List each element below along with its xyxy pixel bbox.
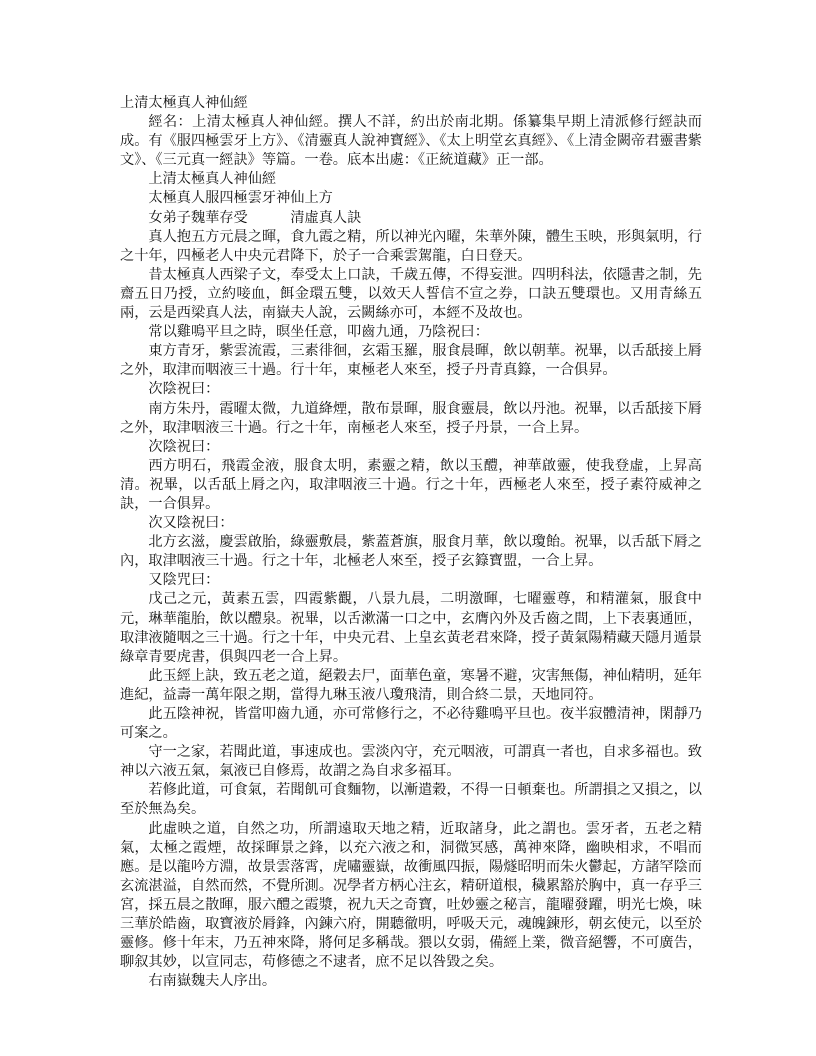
incantation-heading: 又陰咒曰： [148,572,220,589]
incantation-east: 東方青牙，紫雲流霞，三素徘徊，玄霜玉羅，服食晨暉，飲以朝華。祝畢，以舌舐接上脣之外，取津而咽液三十過。行十年，東極老人來至，授子丹青真籙，一合俱昇。 [120,343,702,379]
body-paragraph: 常以雞鳴平旦之時，暝坐任意，叩齒九通，乃陰祝曰： [148,324,489,341]
incantation-heading: 次又陰祝曰： [148,515,234,532]
incantation-heading: 次陰祝曰： [148,381,220,398]
attribution-recipient: 女弟子魏華存受 [148,209,248,226]
body-paragraph: 守一之家，若聞此道，事速成也。雲淡內守，充元咽液，可謂真一者也，自求多福也。致神以六液五氣，氣液已自修焉，故謂之為自求多福耳。 [120,744,702,780]
attribution-author: 清虛真人訣 [290,209,362,226]
scripture-heading: 上清太極真人神仙經 [148,171,277,188]
attribution-line [120,209,702,228]
incantation-west: 西方明石，飛霞金液，服食太明，素靈之精，飲以玉醴，神華啟靈，使我登虛，上昇高清。祝畢，以舌舐上脣之內，取津咽液三十過。行之十年，西極老人來至，授子素符威神之訣，一合俱昇。 [120,457,702,512]
document-title: 上清太極真人神仙經 [120,95,248,111]
incantation-center: 戊己之元，黃素五雲，四霞紫觀，八景九晨，二明激暉，七曜靈尊，和精灌氣，服食中元，琳華龍胎，飲以醴泉。祝畢，以舌漱滿一口之中，玄膺內外及舌齒之間，上下表裏通匝，取津液隨咽之三十過。行之十年，中央元君、上皇玄黃老君來降，授子黃氣陽精藏天隱月遁景綠章青要虎書，俱與四老一合上昇。 [120,591,702,665]
body-paragraph: 此虛映之道，自然之功，所謂遠取天地之精，近取諸身，此之謂也。雲牙者，五老之精氣，太極之霞煙，故採暉景之鋒，以充六液之和，洞微冥感，萬神來降，幽映相求，不唱而應。是以龍吟方淵，故景雲落霄，虎嘯靈嶽，故衝風四振，陽燧昭明而朱火鬱起，方諸罕陰而玄流湛溢，自然而然，不覺所測。况學者方柄心注玄，精研道根，穢累豁於胸中，真一存乎三宮，採五晨之散暉，服六醴之霞漿，祝九天之奇寶，吐妙靈之秘言，龍曜發躍，明光七煥，味三華於皓齒，取寶液於脣鋒，內鍊六府，開聽徹明，呼吸天元，魂魄鍊形，朝玄使元，以至於靈修。修十年末，乃五神來降，將何足多稱哉。猥以女弱，備經上業，微音絕響，不可廣告，聊叙其妙，以宣同志，苟修德之不逮者，庶不足以咎毀之矣。 [120,820,702,971]
body-paragraph: 若修此道，可食氣，若聞飢可食麵物，以漸遣穀，不得一日頓棄也。所謂損之又損之，以至於無為矣。 [120,782,702,818]
body-paragraph: 昔太極真人西梁子文，奉受太上口訣，千歲五傳，不得妄泄。四明科法，依隱書之制，先齋五日乃授，立約唼血，餌金環五雙，以效天人誓信不宣之券，口訣五雙環也。又用青絲五兩，云是西梁真人法，南嶽夫人說，云闕絲亦可，本經不及故也。 [120,266,702,322]
intro-paragraph: 經名：上清太極真人神仙經。撰人不詳，約出於南北期。係纂集早期上清派修行經訣而成。有《服四極雲牙上方》、《清靈真人說神寶經》、《太上明堂玄真經》、《上清金闕帝君靈書紫文》、《三元真一經訣》等篇。一卷。底本出處：《正統道藏》正一部。 [120,114,702,169]
closing-note: 右南嶽魏夫人序出。 [148,973,277,990]
body-paragraph: 此玉經上訣，致五老之道，絕穀去尸，面華色童，寒暑不避，灾害無傷，神仙精明，延年進紀，益壽一萬年限之期，當得九琳玉液八瓊飛清，則合終二景，天地同符。 [120,667,702,703]
body-paragraph: 真人抱五方元晨之暉，食九霞之精，所以神光內曜，朱華外陳，體生玉映，形與氣明，行之十年，四極老人中央元君降下，於子一合乘雲駕龍，白日登天。 [120,228,702,264]
incantation-heading: 次陰祝曰： [148,438,220,455]
incantation-south: 南方朱丹，霞曜太微，九道絳煙，散布景暉，服食靈晨，飲以丹池。祝畢，以舌舐接下脣之外，取津咽液三十過。行之十年，南極老人來至，授子丹景，一合上昇。 [120,400,702,436]
section-heading: 太極真人服四極雲牙神仙上方 [148,190,333,207]
incantation-north: 北方玄滋，慶雲啟胎，綠靈敷晨，紫蓋蒼旗，服食月華，飲以瓊飴。祝畢，以舌舐下脣之內，取津咽液三十過。行之十年，北極老人來至，授子玄籙寶盟，一合上昇。 [120,534,702,570]
body-paragraph: 此五陰神祝，皆當叩齒九通，亦可常修行之，不必待雞鳴平旦也。夜半寂體清神，閑靜乃可案之。 [120,706,702,742]
document-page [120,94,702,991]
